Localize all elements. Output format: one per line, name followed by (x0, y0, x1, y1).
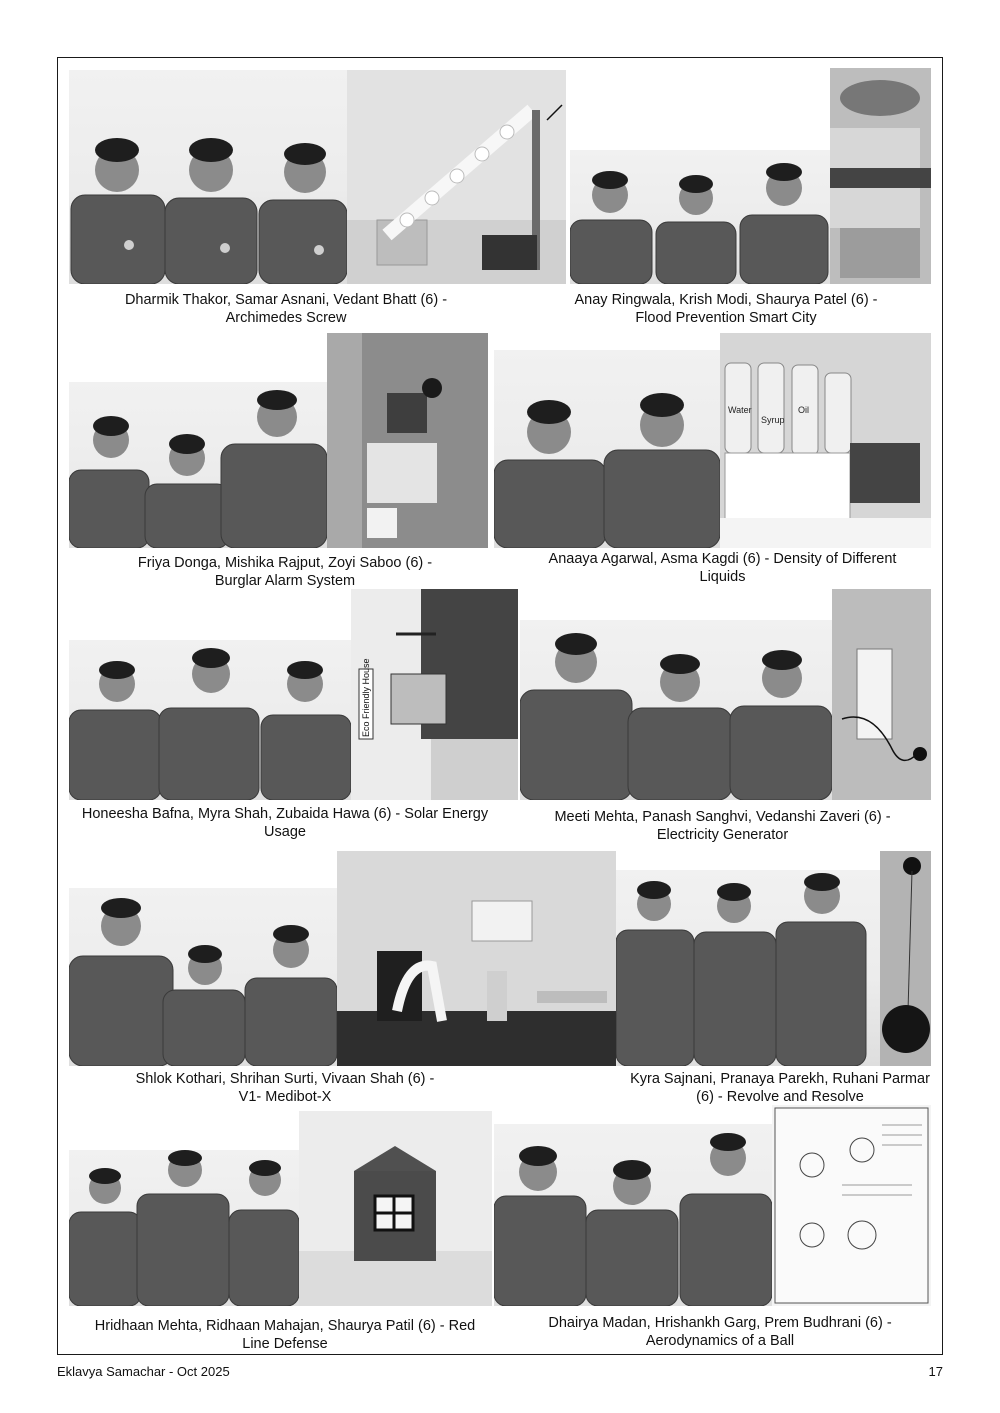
archimedes-screw-model (347, 70, 566, 284)
project-photo-archimedes-screw (347, 70, 566, 284)
revolve-model (880, 851, 931, 1066)
students-figures (69, 70, 347, 284)
generator-model (832, 589, 931, 800)
students-figures (570, 150, 830, 284)
students-figures (616, 870, 880, 1066)
project-photo-burglar-alarm (327, 333, 488, 548)
project-photo-density-liquids (720, 333, 931, 548)
group-photo-flood-prevention (570, 150, 830, 284)
project-photo-solar-energy (351, 589, 518, 800)
group-photo-electricity-generator (520, 620, 832, 800)
burglar-alarm-model (327, 333, 488, 548)
students-figures (69, 888, 337, 1066)
group-photo-revolve-resolve (616, 870, 880, 1066)
caption-archimedes-screw: Dharmik Thakor, Samar Asnani, Vedant Bhatt (6) - Archimedes Screw (124, 292, 448, 326)
project-photo-aerodynamics (772, 1105, 931, 1306)
caption-aerodynamics: Dhairya Madan, Hrishankh Garg, Prem Budhrani (6) - Aerodynamics of a Ball (548, 1315, 892, 1349)
students-figures (69, 640, 351, 800)
group-photo-red-line-defense (69, 1150, 299, 1306)
smart-city-model (830, 68, 931, 284)
caption-flood-prevention: Anay Ringwala, Krish Modi, Shaurya Patel (6) - Flood Prevention Smart City (574, 292, 878, 326)
solar-house-model (351, 589, 518, 800)
caption-red-line-defense: Hridhaan Mehta, Ridhaan Mahajan, Shaurya Patil (6) - Red Line Defense (94, 1318, 476, 1352)
project-photo-electricity-generator (832, 589, 931, 800)
group-photo-density-liquids (494, 350, 720, 548)
aerodynamics-poster (772, 1105, 931, 1306)
liquid-bottles-model (720, 333, 931, 548)
group-photo-archimedes-screw (69, 70, 347, 284)
caption-burglar-alarm: Friya Donga, Mishika Rajput, Zoyi Saboo (6) - Burglar Alarm System (137, 555, 433, 589)
project-photo-medibot (337, 851, 616, 1066)
group-photo-aerodynamics (494, 1124, 772, 1306)
bottle-label-syrup: Syrup (761, 415, 785, 425)
group-photo-medibot (69, 888, 337, 1066)
caption-density-liquids: Anaaya Agarwal, Asma Kagdi (6) - Density of Different Liquids (548, 551, 897, 585)
caption-revolve-resolve: Kyra Sajnani, Pranaya Parekh, Ruhani Parmar (6) - Revolve and Resolve (630, 1071, 930, 1105)
house-model (299, 1111, 492, 1306)
students-figures (494, 1124, 772, 1306)
students-figures (520, 620, 832, 800)
caption-medibot: Shlok Kothari, Shrihan Surti, Vivaan Shah (6) - V1- Medibot-X (135, 1071, 435, 1105)
bottle-label-oil: Oil (798, 405, 809, 415)
project-photo-revolve-resolve (880, 851, 931, 1066)
bottle-label-water: Water (728, 405, 752, 415)
project-photo-red-line-defense (299, 1111, 492, 1306)
group-photo-solar-energy (69, 640, 351, 800)
group-photo-burglar-alarm (69, 382, 327, 548)
students-figures (494, 350, 720, 548)
caption-electricity-generator: Meeti Mehta, Panash Sanghvi, Vedanshi Zaveri (6) - Electricity Generator (554, 809, 891, 843)
eco-house-sign: Eco Friendly House (361, 658, 371, 737)
medibot-model (337, 851, 616, 1066)
students-figures (69, 382, 327, 548)
students-figures (69, 1150, 299, 1306)
project-photo-smart-city (830, 68, 931, 284)
page-number: 17 (928, 1364, 943, 1379)
footer-publication: Eklavya Samachar - Oct 2025 (57, 1364, 230, 1379)
caption-solar-energy: Honeesha Bafna, Myra Shah, Zubaida Hawa (6) - Solar Energy Usage (81, 806, 489, 840)
